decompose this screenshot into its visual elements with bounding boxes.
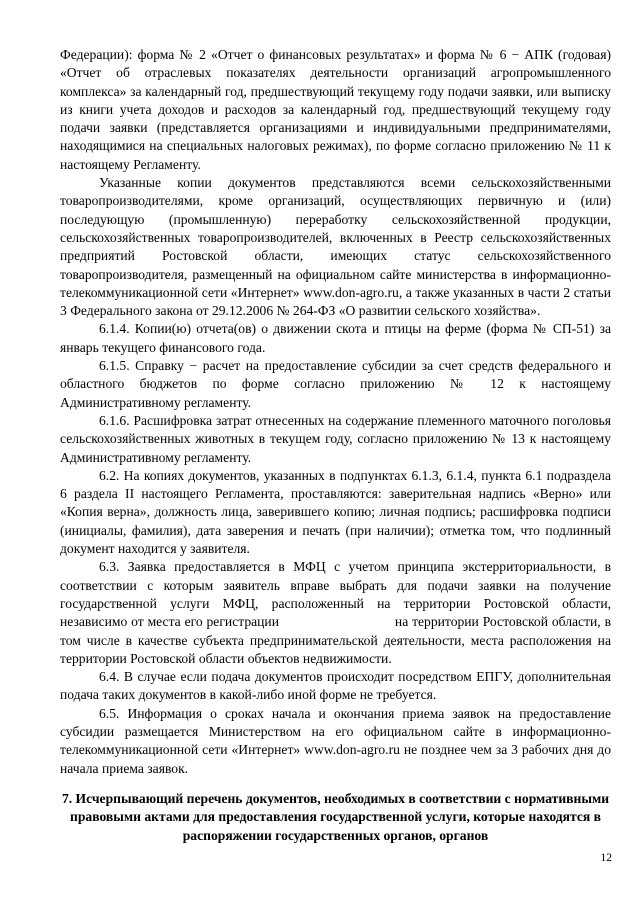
- paragraph-6-5: 6.5. Информация о сроках начала и окончания приема заявок на предоставление субсидии размещается Министерством на его официальном сайте в информационно-телекоммуникационной сети «Интернет» www.don-agro.ru не позднее чем за 3 рабочих дня до начала приема заявок.: [60, 705, 611, 776]
- paragraph-6-1-5: 6.1.5. Справку − расчет на предоставление субсидии за счет средств федерального и областного бюджетов по форме согласно приложению № 12 к настоящему Административному регламенту.: [60, 358, 611, 410]
- paragraph-6-1-6: 6.1.6. Расшифровка затрат отнесенных на содержание племенного маточного поголовья сельскохозяйственных животных в текущем году, согласно приложению № 13 к настоящему Административному регламенту.: [60, 412, 611, 465]
- body-text: [60, 46, 615, 778]
- paragraph-copies-exemptions: Указанные копии документов представляются всеми сельскохозяйственными товаропроизводителями, кроме организаций, осуществляющих первичную и (или) последующую (промышленную) переработку сельскохозяйственной продукции, сельскохозяйственных товаропроизводителей, включенных в Реестр сельскохозяйственных предприятий Ростовской области, имеющих статус сельскохозяйственного товаропроизводителя, размещенный на официальном сайте министерства в информационно-телекоммуникационной сети «Интернет» www.don-agro.ru, а также указанных в части 2 статьи 3 Федерального закона от 29.12.2006 № 264-ФЗ «О развитии сельского хозяйства».: [60, 175, 611, 319]
- paragraph-6-4: 6.4. В случае если подача документов происходит посредством ЕПГУ, дополнительная подача таких документов в какой-либо иной форме не требуется.: [60, 669, 611, 703]
- page-number: 12: [600, 852, 612, 864]
- paragraph-6-1-4: 6.1.4. Копии(ю) отчета(ов) о движении скота и птицы на ферме (форма № СП-51) за январь текущего финансового года.: [60, 321, 611, 355]
- paragraph-6-3: 6.3. Заявка предоставляется в МФЦ с учетом принципа экстерриториальности, в соответствии с которым заявитель вправе выбрать для подачи заявки на получение государственной услуги МФЦ, расположенный на территории Ростовской области, независимо от места его регистрации на территории Ростовской области, в том числе в качестве субъекта предпринимательской деятельности, места расположения на территории Ростовской области объектов недвижимости.: [60, 559, 615, 666]
- paragraph-6-2: 6.2. На копиях документов, указанных в подпунктах 6.1.3, 6.1.4, пункта 6.1 подраздела 6 раздела II настоящего Регламента, проставляются: заверительная надпись «Верно» или «Копия верна», должность лица, заверившего копию; личная подпись; расшифровка подписи (инициалы, фамилия), дата заверения и печать (при наличии); отметка том, что подлинный документ находится у заявителя.: [60, 467, 611, 557]
- paragraph-financial-forms: Федерации): форма № 2 «Отчет о финансовых результатах» и форма № 6 − АПК (годовая) «Отчет об отраслевых показателях деятельности организаций агропромышленного комплекса» за календарный год, предшествующий текущему году подачи заявки, или выписку из книги учета доходов и расходов за календарный год, предшествующий текущему году подачи заявки (представляется организациями и индивидуальными предпринимателями, находящимися на специальных налоговых режимах), по форме согласно приложению № 11 к настоящему Регламенту.: [60, 47, 611, 172]
- section-heading: 7. Исчерпывающий перечень документов, необходимых в соответствии с нормативными правовыми актами для предоставления государственной услуги, которые находятся в распоряжении государственных органов, органов: [61, 791, 610, 843]
